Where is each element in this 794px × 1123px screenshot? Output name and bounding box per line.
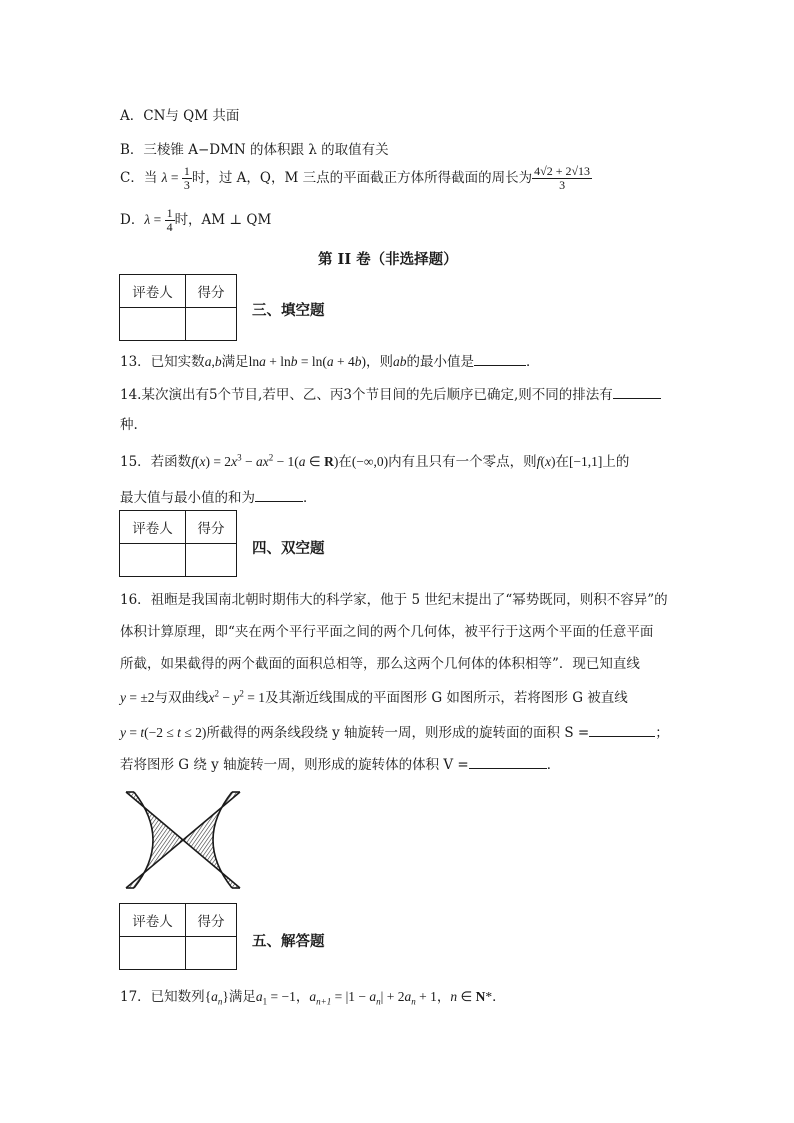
option-c-pre: C．当 [120,170,158,186]
question-16-line6: 若将图形 G 绕 y 轴旋转一周，则形成的旋转体的体积 V = ． [120,757,561,773]
option-b [120,138,389,158]
answer-blank-16-s[interactable] [589,724,655,737]
question-16-line4: y = ±2与双曲线$x^2 - y^2 = 1$及其渐近线围成的平面图形 G 如图所示，若将图形 G 被直线 [120,688,628,706]
region-right [183,792,240,888]
question-16-line5: y = t(−2 ≤ t ≤ 2)所截得的两条线段绕 y 轴旋转一周，则形成的旋转面的面积 S = ； [120,725,669,741]
hyperbola-right-branch [213,792,232,888]
section-solution: 五、解答题 [252,933,325,950]
answer-blank-15[interactable] [255,489,303,502]
score-table-score-cell [186,308,237,341]
question-14: 14.某次演出有5个节目,若甲、乙、丙3个节目间的先后顺序已确定,则不同的排法有 [120,383,661,403]
question-13: 13．已知实数a,b满足lna + lnb = ln(a + 4b)，则ab的最小值是 ． [120,354,540,370]
score-table-3: 评卷人 得分 [119,903,237,970]
option-c-fraction: $\frac{1}{3}$ [183,164,190,192]
answer-blank-13[interactable] [474,353,526,366]
hyperbola-figure [122,788,244,892]
option-c: C．当 λ = $\frac{1}{3}$ 时，过 A，Q，M 三点的平面截正方体所得截面的周长为 $\frac{4√2 + 2√13}{3}$ [120,164,591,192]
option-b-text: B．三棱锥 A−DMN 的体积跟 λ 的取值有关 [120,142,389,158]
volume-title: 第 II 卷（非选择题） [318,251,458,268]
answer-blank-14[interactable] [613,386,661,399]
option-d: D．λ = $\frac{1}{4}$ 时，AM ⊥ QM [120,206,272,234]
option-d-fraction: $\frac{1}{4}$ [166,206,173,234]
question-16-line2: 体积计算原理，即“夹在两个平行平面之间的两个几何体，被平行于这两个平面的任意平面 [120,624,654,640]
question-16-line3: 所截，如果截得的两个截面的面积总相等，那么这两个几何体的体积相等”．现已知直线 [120,656,640,672]
score-table-grader-cell [120,308,186,341]
section-fill-blank: 三、填空题 [252,302,325,319]
option-d-pre: D． [120,212,145,228]
option-a-text: A．CN与 QM 共面 [120,108,240,124]
hyperbola-left-branch [134,792,153,888]
question-16-line1: 16．祖暅是我国南北朝时期伟大的科学家，他于 5 世纪末提出了“幂势既同，则积不容异”的 [120,592,668,608]
question-17: 17．已知数列$\{a_n\}$满足$a_1 = -1$，$a_{n+1} = |1 - a_n| + 2a_n + 1$，n ∈ N*． [120,989,506,1007]
section-double-blank: 四、双空题 [252,540,325,557]
option-c-perimeter: $\frac{4√2 + 2√13}{3}$ [534,164,591,192]
score-table-score-label: 得分 [186,275,237,308]
question-15: 15．若函数$f(x) = 2x^3 - ax^2 - 1(a$ ∈ R)在(−∞,0)内有且只有一个零点，则f(x)在[−1,1]上的 [120,452,630,470]
score-table-2: 评卷人 得分 [119,510,237,577]
score-table-1 [119,274,237,341]
question-14-line2: 种. [120,417,138,433]
region-left [126,792,183,888]
question-15-line2: 最大值与最小值的和为 ． [120,490,317,506]
option-d-post: 时，AM ⊥ QM [174,212,272,228]
option-c-lambda: λ [161,170,168,185]
score-table-grader-label: 评卷人 [120,275,186,308]
option-c-mid: 时，过 A，Q，M 三点的平面截正方体所得截面的周长为 [191,170,533,186]
option-a [120,104,239,124]
answer-blank-16-v[interactable] [469,756,547,769]
